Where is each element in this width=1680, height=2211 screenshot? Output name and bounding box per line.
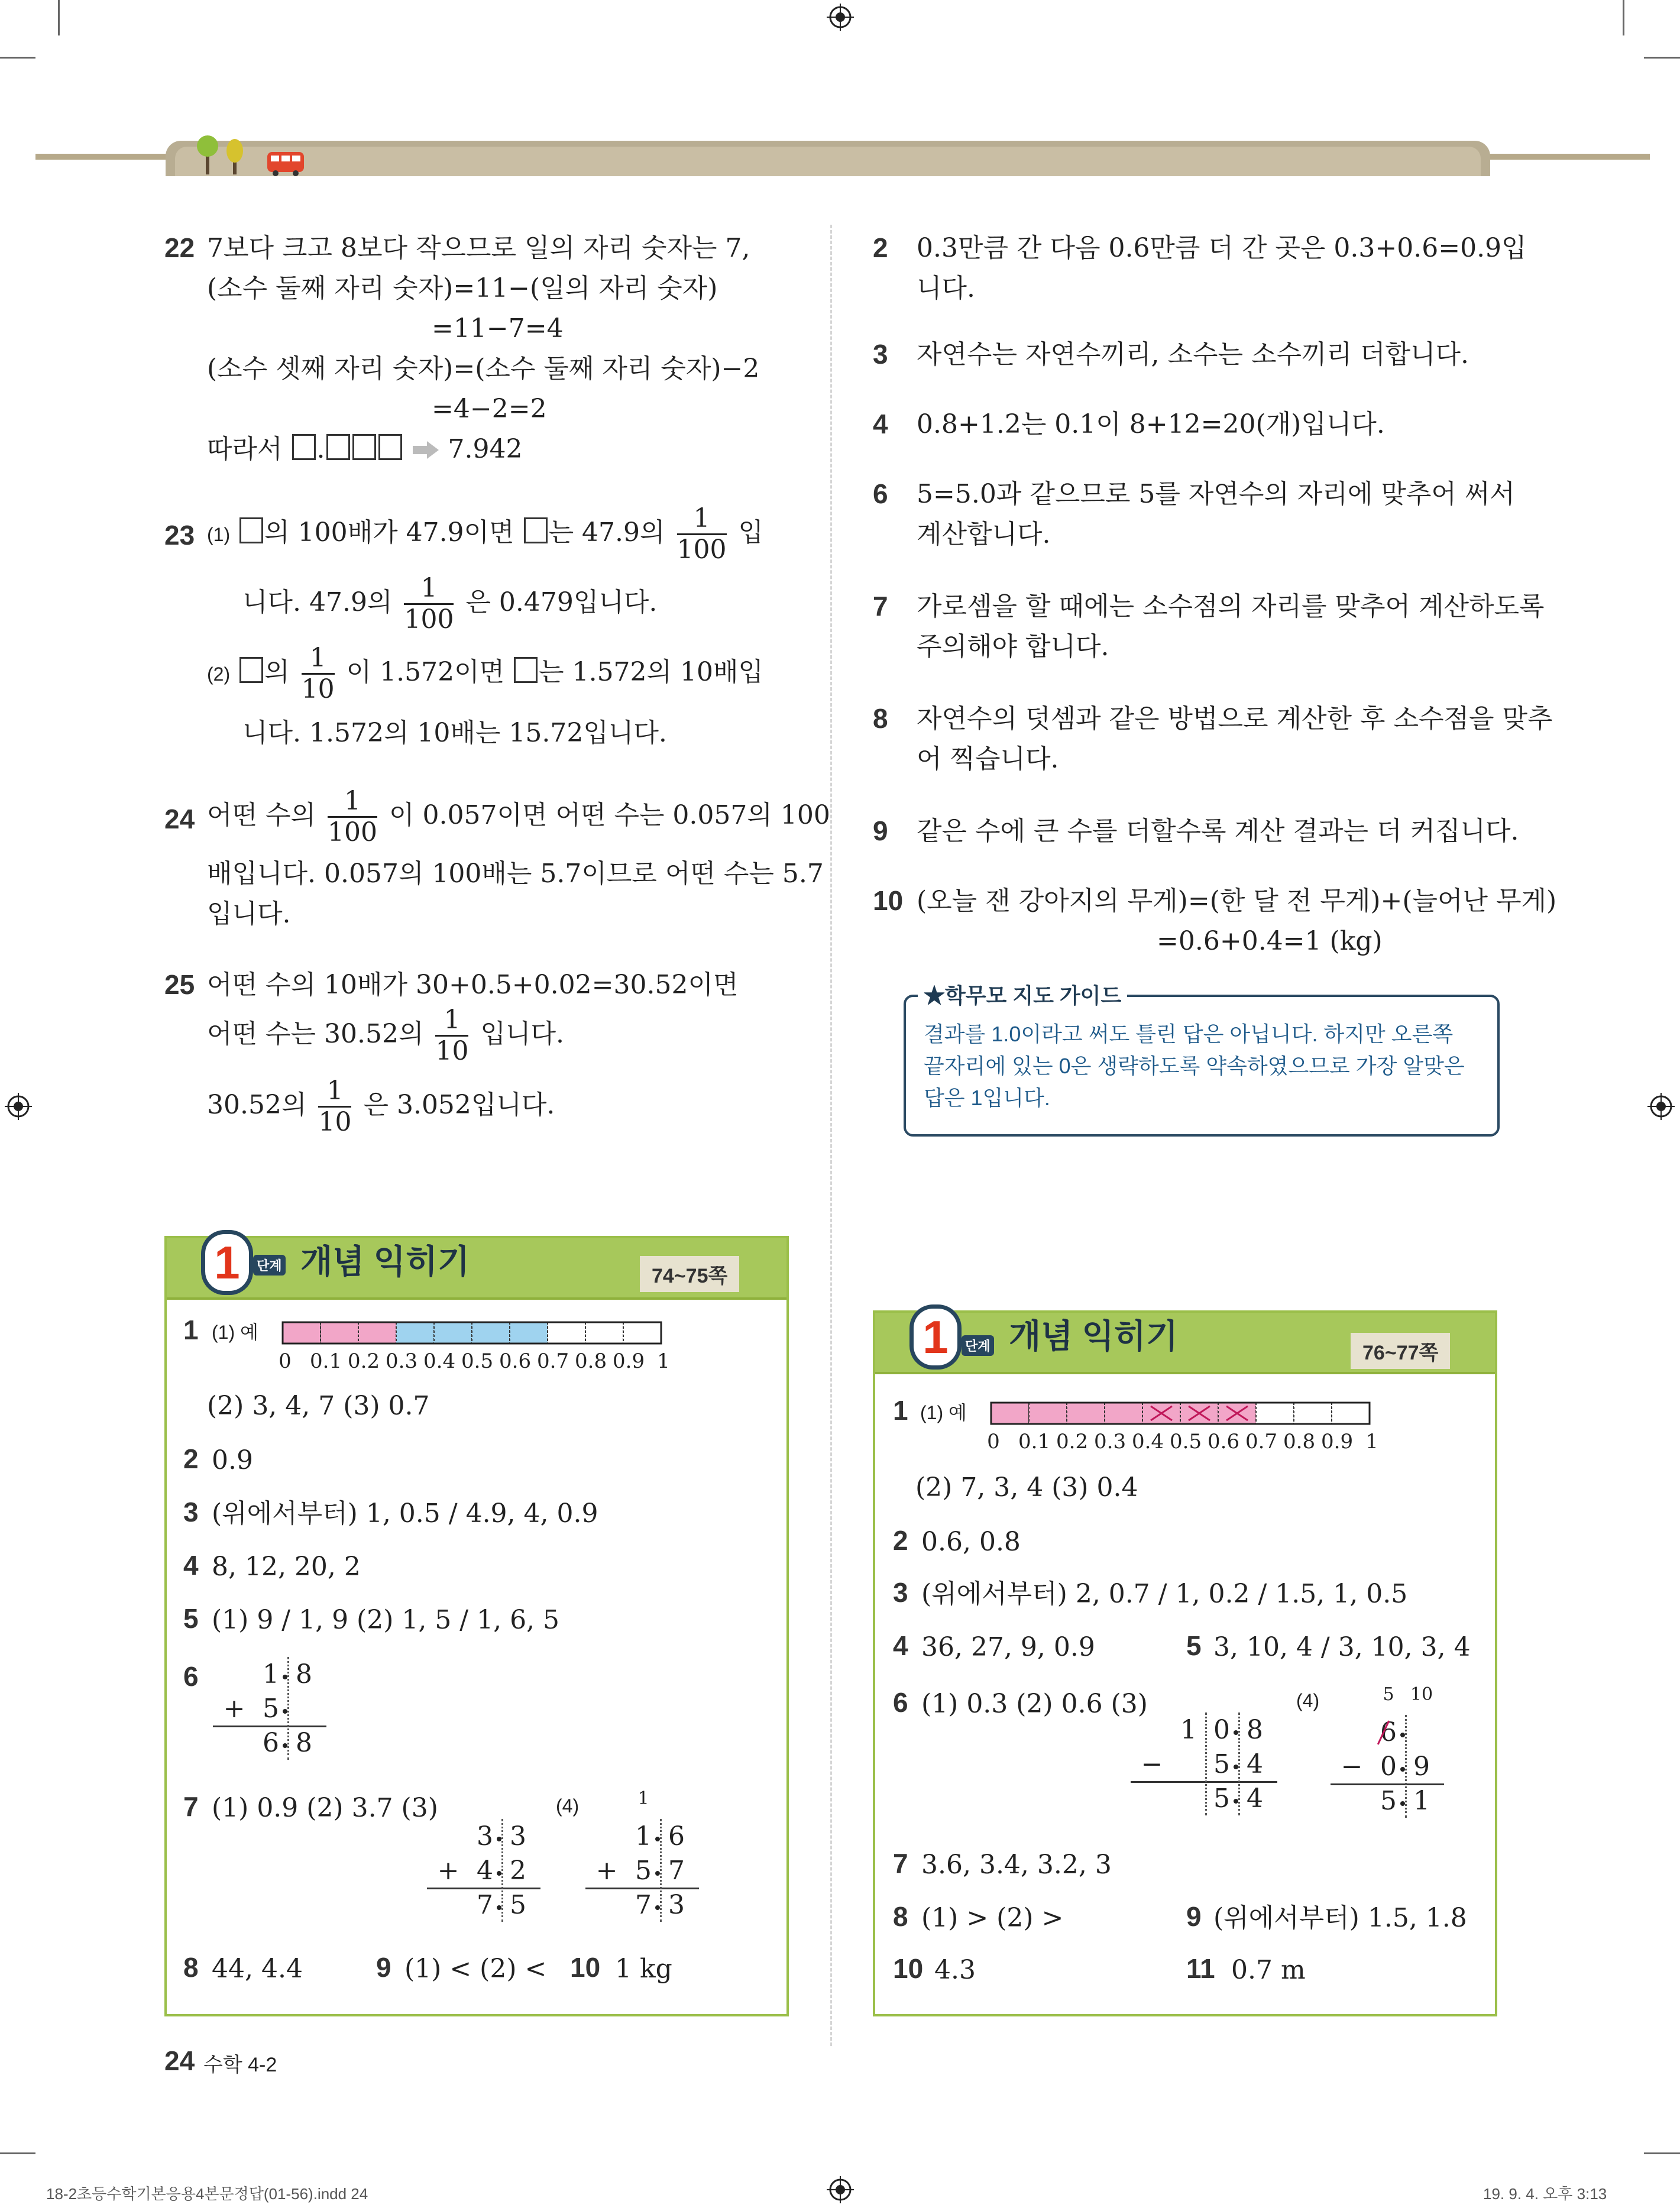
registration-mark-icon: [1647, 1093, 1675, 1120]
solution-line: 니다. 1.572의 10배는 15.72입니다.: [242, 718, 667, 748]
number-line-label: 0.5: [461, 1349, 494, 1373]
question-number: 23: [164, 520, 195, 551]
answer-number: 10: [570, 1952, 601, 1983]
answer-text: 0.7 m: [1231, 1955, 1306, 1985]
solution-line: [207, 786, 830, 847]
calc-rule: [427, 1888, 540, 1889]
crop-mark: [1644, 2152, 1680, 2154]
answer-text: (1) > (2) >: [921, 1903, 1064, 1933]
answer-text: (위에서부터) 1.5, 1.8: [1213, 1903, 1467, 1933]
calc-digit: 1: [263, 1659, 279, 1689]
part-label: (4): [1296, 1690, 1320, 1711]
answer-number: 2: [183, 1443, 199, 1474]
page-number: 24: [164, 2045, 195, 2076]
column-guide: [287, 1657, 289, 1760]
solution-line: 배입니다. 0.057의 100배는 5.7이므로 어떤 수는 5.7: [207, 859, 824, 889]
answer-number: 9: [1186, 1901, 1202, 1932]
solution-line: [242, 574, 657, 635]
number-line-label: 0: [279, 1349, 292, 1373]
column-guide: [501, 1819, 503, 1922]
calc-digit: 0: [1380, 1752, 1397, 1782]
blank-box: [378, 434, 402, 460]
solution-line: 자연수는 자연수끼리, 소수는 소수끼리 더합니다.: [917, 339, 1469, 370]
solution-line: [207, 433, 522, 466]
solution-line: 자연수의 덧셈과 같은 방법으로 계산한 후 소수점을 맞추: [917, 704, 1553, 734]
bar-cell: [991, 1403, 1029, 1424]
bar-cell: [358, 1322, 396, 1344]
solution-line: 계산합니다.: [917, 519, 1051, 549]
subject-label: 수학 4-2: [203, 2054, 277, 2076]
solution-number: 9: [873, 815, 888, 846]
bar-cell: [472, 1322, 510, 1344]
fraction: $\frac{1}{100}$: [404, 573, 454, 635]
number-line-label: 0.5: [1170, 1430, 1202, 1454]
solution-line: 0.3만큼 간 다음 0.6만큼 더 간 곳은 0.3+0.6=0.9입: [917, 233, 1527, 263]
solution-line: 0.8+1.2는 0.1이 8+12=20(개)입니다.: [917, 409, 1385, 439]
carry-digit: 1: [637, 1788, 649, 1809]
answer-number: 3: [183, 1497, 199, 1527]
solution-number: 3: [873, 339, 888, 370]
decimal-point: [1234, 1730, 1238, 1735]
solution-line: (소수 둘째 자리 숫자)=11−(일의 자리 숫자): [207, 273, 718, 303]
answer-text: 36, 27, 9, 0.9: [921, 1632, 1095, 1662]
number-line-label: 0.7: [1245, 1430, 1278, 1454]
part-label: (1) 예: [212, 1322, 258, 1343]
number-line-label: 0.7: [537, 1349, 569, 1373]
decimal-point: [1400, 1767, 1405, 1772]
decimal-point: [655, 1871, 660, 1876]
answer-number: 4: [893, 1630, 908, 1661]
number-line-label: 0.9: [1321, 1430, 1354, 1454]
registration-mark-icon: [5, 1093, 32, 1120]
answer-number: 9: [376, 1952, 391, 1983]
crop-mark: [0, 2152, 35, 2154]
number-line-labels: [984, 1430, 1386, 1456]
answer-text: (2) 3, 4, 7 (3) 0.7: [207, 1391, 430, 1421]
column-guide: [660, 1819, 662, 1922]
calc-digit: 1: [1180, 1715, 1197, 1745]
solution-line: =0.6+0.4=1 (kg): [1157, 926, 1383, 956]
solution-line: 주의해야 합니다.: [917, 632, 1109, 662]
answer-text: 1 kg: [615, 1954, 672, 1984]
calc-digit: 7: [668, 1856, 685, 1886]
calc-rule: [585, 1888, 699, 1889]
answer-number: 11: [1186, 1953, 1215, 1984]
answer-number: 8: [183, 1952, 199, 1983]
fraction: $\frac{1}{10}$: [318, 1076, 352, 1137]
answer-text: (1) 0.3 (2) 0.6 (3): [921, 1689, 1148, 1719]
solution-text: 따라서: [207, 434, 283, 464]
calc-digit: 6: [668, 1821, 685, 1851]
calc-rule: [213, 1726, 326, 1727]
calc-digit: 9: [1413, 1752, 1430, 1782]
answer-number: 7: [893, 1848, 908, 1879]
answer-number: 6: [893, 1687, 908, 1718]
number-line-label: 0.2: [1056, 1430, 1089, 1454]
number-line-label: 0.3: [386, 1349, 418, 1373]
number-line-label: 0.8: [1283, 1430, 1316, 1454]
solution-text: 어떤 수의: [207, 800, 316, 830]
decimal-point: [283, 1675, 287, 1679]
panel-title: 개념 익히기: [300, 1243, 470, 1280]
fraction: $\frac{1}{10}$: [435, 1005, 469, 1066]
number-line-label: 0.4: [423, 1349, 456, 1373]
star-icon: ★: [924, 983, 946, 1008]
borrow-digit: 10: [1410, 1684, 1433, 1705]
decimal-point: [655, 1905, 660, 1910]
calc-digit: 8: [1247, 1715, 1263, 1745]
solution-line: =11−7=4: [432, 313, 564, 344]
bar-cell: [510, 1322, 548, 1344]
part-label: (4): [556, 1795, 580, 1817]
decimal-point: [655, 1837, 660, 1841]
crop-mark: [1644, 57, 1680, 59]
bar-cell: [1256, 1403, 1294, 1424]
solution-line: 니다.: [917, 273, 975, 303]
column-guide: [1238, 1713, 1240, 1815]
solution-text: 이 0.057이면 어떤 수는 0.057의 100: [389, 800, 830, 830]
answer-text: 0.6, 0.8: [921, 1527, 1021, 1557]
decimal-point: [497, 1871, 501, 1876]
tree-bus-icon: [195, 127, 313, 177]
bar-cell: [585, 1322, 623, 1344]
bar-cell: [396, 1322, 434, 1344]
calc-digit: 6: [1380, 1717, 1397, 1747]
calc-digit: 3: [477, 1821, 493, 1851]
bar-cell: [1029, 1403, 1067, 1424]
calc-digit: 8: [296, 1659, 312, 1689]
stage-label: 단계: [253, 1255, 286, 1276]
solution-line: [207, 1005, 564, 1066]
calc-digit: 4: [1247, 1749, 1263, 1779]
calc-rule: [1131, 1781, 1277, 1783]
number-line-label: 0.2: [348, 1349, 380, 1373]
decimal-point: [497, 1837, 501, 1841]
column-guide: [1205, 1713, 1207, 1815]
solution-line: [207, 1076, 555, 1137]
calc-operator: +: [437, 1856, 459, 1886]
number-line-label: 0: [987, 1430, 1000, 1454]
fraction: $\frac{1}{10}$: [301, 643, 335, 704]
stage-badge: 1: [909, 1304, 962, 1370]
answer-text: (위에서부터) 1, 0.5 / 4.9, 4, 0.9: [212, 1498, 598, 1529]
answer-number: 5: [1186, 1630, 1202, 1661]
solution-line: 입니다.: [207, 899, 291, 929]
calc-operator: −: [1141, 1749, 1163, 1779]
decimal-point: [497, 1905, 501, 1910]
decimal-point: [283, 1743, 287, 1748]
solution-line: 5=5.0과 같으므로 5를 자연수의 자리에 맞추어 써서: [917, 479, 1515, 509]
solution-text: 은 3.052입니다.: [363, 1090, 555, 1120]
answer-number: 4: [183, 1550, 199, 1581]
fraction: $\frac{1}{100}$: [328, 786, 377, 847]
solution-line: 7보다 크고 8보다 작으므로 일의 자리 숫자는 7,: [207, 233, 750, 263]
answer-text: 8, 12, 20, 2: [212, 1552, 361, 1582]
calc-operator: −: [1341, 1752, 1363, 1782]
calc-digit: 2: [510, 1856, 526, 1886]
decimal-point: [1400, 1801, 1405, 1806]
part-label: (1): [207, 524, 231, 545]
calc-digit: 5: [263, 1694, 279, 1724]
solution-line: 어 찍습니다.: [917, 744, 1059, 774]
calc-digit: 5: [635, 1856, 652, 1886]
answer-number: 8: [893, 1901, 908, 1932]
answer-text: 44, 4.4: [212, 1954, 303, 1984]
solution-result: 7.942: [448, 434, 523, 464]
question-number: 25: [164, 969, 195, 1000]
solution-number: 6: [873, 478, 888, 509]
decimal-point: [1234, 1765, 1238, 1769]
number-line-label: 0.4: [1132, 1430, 1164, 1454]
answer-text: (위에서부터) 2, 0.7 / 1, 0.2 / 1.5, 1, 0.5: [921, 1579, 1408, 1609]
number-line-label: 1: [1365, 1430, 1378, 1454]
calc-digit: 5: [1213, 1749, 1230, 1779]
solution-number: 10: [873, 885, 904, 916]
header-band-inner: [175, 147, 1481, 176]
page-range: 76~77쪽: [1351, 1333, 1450, 1369]
crop-mark: [1623, 0, 1624, 35]
part-label: (2): [207, 663, 231, 685]
blank-box: [514, 657, 538, 683]
page-range: 74~75쪽: [640, 1256, 739, 1292]
solution-line: 어떤 수의 10배가 30+0.5+0.02=30.52이면: [207, 970, 739, 1000]
number-line-labels: [276, 1349, 678, 1375]
calc-digit: 1: [1413, 1786, 1430, 1816]
panel-title: 개념 익히기: [1009, 1317, 1179, 1355]
calc-digit: 1: [635, 1821, 652, 1851]
bar-cell: [548, 1322, 585, 1344]
registration-mark-icon: [827, 2176, 854, 2203]
calc-digit: 7: [477, 1890, 493, 1920]
calc-digit: 4: [1247, 1783, 1263, 1814]
number-line-label: 0.3: [1094, 1430, 1127, 1454]
guide-text: 결과를 1.0이라고 써도 틀린 답은 아닙니다. 하지만 오른쪽 끝자리에 있는 0은 생략하도록 약속하였으므로 가장 알맞은 답은 1입니다.: [924, 1022, 1465, 1110]
answer-text: 3, 10, 4 / 3, 10, 3, 4: [1213, 1632, 1471, 1662]
calc-digit: 0: [1213, 1715, 1230, 1745]
answer-number: 1: [183, 1315, 199, 1345]
number-line-bar: [281, 1320, 666, 1346]
answer-text: 0.9: [212, 1445, 253, 1475]
crop-mark: [0, 57, 35, 59]
answer-number: 10: [893, 1953, 924, 1984]
solution-text: 입니다.: [480, 1019, 564, 1049]
calc-digit: 5: [1213, 1783, 1230, 1814]
number-line-label: 0.9: [613, 1349, 645, 1373]
solution-text: 는 47.9의: [548, 517, 665, 548]
number-line-label: 0.1: [1018, 1430, 1051, 1454]
solution-text: 이 1.572이면: [346, 657, 505, 687]
solution-text: 의 100배가 47.9이면: [264, 517, 514, 548]
answer-number: 1: [893, 1395, 908, 1426]
blank-box: [524, 517, 548, 543]
solution-text: 니다. 47.9의: [242, 587, 393, 617]
blank-box: [292, 434, 316, 460]
number-line-label: 1: [657, 1349, 670, 1373]
calc-rule: [1331, 1783, 1444, 1785]
bar-cell: [1067, 1403, 1105, 1424]
answer-number: 7: [183, 1791, 199, 1822]
solution-number: 8: [873, 703, 888, 734]
column-divider: [830, 225, 832, 2046]
calc-digit: 3: [510, 1821, 526, 1851]
answer-text: (2) 7, 3, 4 (3) 0.4: [915, 1472, 1138, 1503]
calc-digit: 5: [1380, 1786, 1397, 1816]
blank-box: [352, 434, 376, 460]
answer-number: 5: [183, 1603, 199, 1634]
print-date: 19. 9. 4. 오후 3:13: [1483, 2185, 1607, 2203]
decimal-point: [283, 1709, 287, 1714]
answer-text: 3.6, 3.4, 3.2, 3: [921, 1850, 1112, 1880]
calc-operator: +: [223, 1694, 245, 1724]
solution-line: 같은 수에 큰 수를 더할수록 계산 결과는 더 커집니다.: [917, 816, 1519, 846]
blank-box: [239, 657, 263, 683]
answer-number: 2: [893, 1525, 908, 1556]
file-name: 18-2초등수학기본응용4본문정답(01-56).indd 24: [46, 2185, 368, 2203]
solution-line: (소수 셋째 자리 숫자)=(소수 둘째 자리 숫자)−2: [207, 354, 760, 384]
solution-line: 가로셈을 할 때에는 소수점의 자리를 맞추어 계산하도록: [917, 591, 1545, 621]
question-number: 24: [164, 804, 195, 834]
question-number: 22: [164, 232, 195, 263]
solution-text: 의: [264, 657, 290, 687]
answer-text: 4.3: [934, 1955, 976, 1985]
answer-text: (1) 9 / 1, 9 (2) 1, 5 / 1, 6, 5: [212, 1605, 560, 1635]
solution-line: [207, 643, 763, 704]
solution-text: 입: [738, 517, 764, 548]
stage-label: 단계: [962, 1335, 994, 1356]
calc-digit: 4: [477, 1856, 493, 1886]
number-line-label: 0.8: [575, 1349, 607, 1373]
calc-digit: 8: [296, 1728, 312, 1758]
registration-mark-icon: [827, 4, 854, 31]
crop-mark: [58, 0, 60, 35]
solution-number: 7: [873, 591, 888, 621]
decimal-point: .: [316, 434, 325, 464]
column-guide: [1405, 1715, 1407, 1818]
arrow-right-icon: [412, 440, 440, 460]
bar-cell: [283, 1322, 321, 1344]
calc-operator: +: [595, 1856, 618, 1886]
stage-badge: 1: [201, 1230, 253, 1295]
bar-cell: [1332, 1403, 1370, 1424]
decimal-point: [1400, 1733, 1405, 1737]
blank-box: [239, 517, 263, 543]
solution-line: =4−2=2: [432, 394, 547, 424]
solution-text: 30.52의: [207, 1090, 307, 1120]
bar-cell: [1105, 1403, 1142, 1424]
part-label: (1) 예: [920, 1402, 967, 1423]
answer-text: (1) < (2) <: [404, 1954, 547, 1984]
number-line-label: 0.1: [310, 1349, 342, 1373]
solution-text: 은 0.479입니다.: [465, 587, 658, 617]
solution-line: [207, 504, 763, 565]
borrow-digit: 5: [1383, 1684, 1394, 1705]
number-line-bar: [990, 1400, 1374, 1426]
answer-number: 3: [893, 1577, 908, 1608]
solution-text: 는 1.572의 10배입: [539, 657, 764, 687]
answer-text: (1) 0.9 (2) 3.7 (3): [212, 1793, 438, 1823]
solution-number: 2: [873, 232, 888, 263]
calc-digit: 6: [263, 1728, 279, 1758]
solution-text: 어떤 수는 30.52의: [207, 1019, 424, 1049]
blank-box: [326, 434, 350, 460]
guide-title: ★학무모 지도 가이드: [918, 979, 1127, 1009]
fraction: $\frac{1}{100}$: [676, 503, 727, 565]
calc-digit: 5: [510, 1890, 526, 1920]
decimal-point: [1234, 1799, 1238, 1804]
bar-cell: [1294, 1403, 1332, 1424]
answer-number: 6: [183, 1661, 199, 1692]
bar-cell: [434, 1322, 472, 1344]
number-line-label: 0.6: [1208, 1430, 1240, 1454]
calc-digit: 3: [668, 1890, 685, 1920]
number-line-label: 0.6: [499, 1349, 532, 1373]
calc-digit: 7: [635, 1890, 652, 1920]
solution-line: (오늘 잰 강아지의 무게)=(한 달 전 무게)+(늘어난 무게): [917, 886, 1557, 916]
bar-cell: [623, 1322, 661, 1344]
bar-cell: [321, 1322, 358, 1344]
solution-number: 4: [873, 409, 888, 439]
